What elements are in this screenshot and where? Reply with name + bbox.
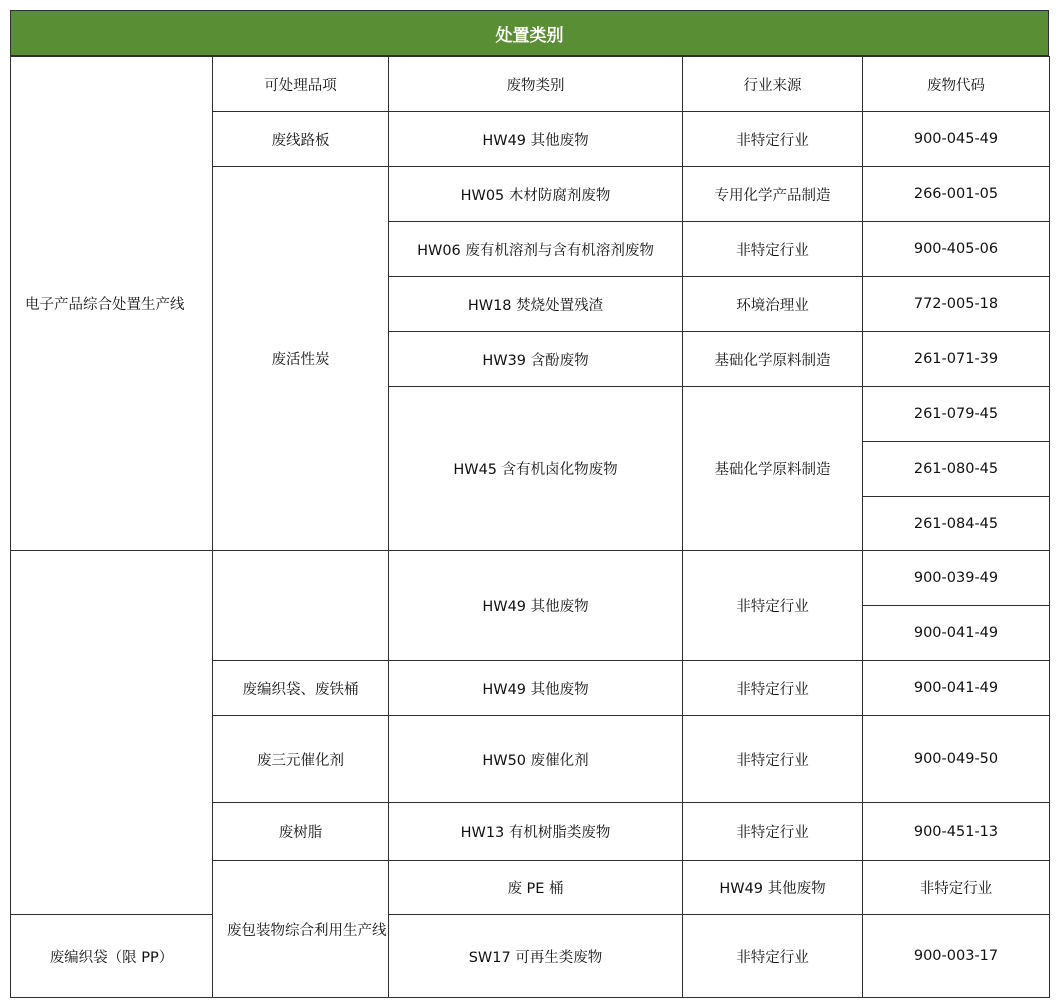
- source-cell: 基础化学原料制造: [683, 387, 863, 551]
- category-cell: HW18 焚烧处置残渣: [389, 277, 683, 332]
- source-cell: 非特定行业: [683, 915, 863, 998]
- table-title: 处置类别: [10, 10, 1049, 56]
- code-cell: 900-041-49: [863, 606, 1050, 661]
- item-cell: 废编织袋（限 PP）: [11, 915, 213, 998]
- item-cell: 废线路板: [213, 112, 389, 167]
- item-cell: 废活性炭: [213, 167, 389, 551]
- category-cell: HW49 其他废物: [683, 861, 863, 915]
- source-cell: 基础化学原料制造: [683, 332, 863, 387]
- code-cell: 261-071-39: [863, 332, 1050, 387]
- code-cell: 900-405-06: [863, 222, 1050, 277]
- source-cell: 非特定行业: [683, 803, 863, 861]
- code-cell: 261-080-45: [863, 442, 1050, 497]
- item-cell: 废树脂: [213, 803, 389, 861]
- source-cell: 非特定行业: [683, 716, 863, 803]
- production-line-cell: 电子产品综合处置生产线: [11, 57, 213, 551]
- source-cell: 非特定行业: [683, 222, 863, 277]
- source-cell: 专用化学产品制造: [683, 167, 863, 222]
- category-cell: HW06 废有机溶剂与含有机溶剂废物: [389, 222, 683, 277]
- code-cell: 266-001-05: [863, 167, 1050, 222]
- table-row: [11, 551, 1050, 606]
- category-cell: SW17 可再生类废物: [389, 915, 683, 998]
- code-cell: 772-005-18: [863, 277, 1050, 332]
- column-header-code: 废物代码: [863, 57, 1050, 112]
- category-cell: HW13 有机树脂类废物: [389, 803, 683, 861]
- code-cell: 900-049-50: [863, 716, 1050, 803]
- source-cell: 环境治理业: [683, 277, 863, 332]
- source-cell: 非特定行业: [863, 861, 1050, 915]
- category-cell: HW05 木材防腐剂废物: [389, 167, 683, 222]
- code-cell: 261-084-45: [863, 497, 1050, 551]
- code-cell: 900-451-13: [863, 803, 1050, 861]
- source-cell: 非特定行业: [683, 661, 863, 716]
- disposal-table: [10, 56, 1050, 998]
- production-line-cell: [11, 551, 213, 915]
- code-cell: 261-079-45: [863, 387, 1050, 442]
- code-cell: 900-041-49: [863, 661, 1050, 716]
- code-cell: 900-039-49: [863, 551, 1050, 606]
- category-cell: HW39 含酚废物: [389, 332, 683, 387]
- category-cell: HW49 其他废物: [389, 112, 683, 167]
- source-cell: 非特定行业: [683, 551, 863, 661]
- column-header-category: 废物类别: [389, 57, 683, 112]
- category-cell: HW49 其他废物: [389, 661, 683, 716]
- production-line-cell: 废包装物综合利用生产线: [213, 861, 389, 998]
- category-cell: HW45 含有机卤化物废物: [389, 387, 683, 551]
- code-cell: 900-045-49: [863, 112, 1050, 167]
- category-cell: HW50 废催化剂: [389, 716, 683, 803]
- column-header-source: 行业来源: [683, 57, 863, 112]
- source-cell: 非特定行业: [683, 112, 863, 167]
- code-cell: 900-003-17: [863, 915, 1050, 998]
- item-cell: 废 PE 桶: [389, 861, 683, 915]
- column-header-item: 可处理品项: [213, 57, 389, 112]
- category-cell: HW49 其他废物: [389, 551, 683, 661]
- item-cell: [213, 551, 389, 661]
- table-row: [11, 915, 1050, 998]
- table-row: [11, 57, 1050, 112]
- disposal-table-container: [10, 10, 1049, 998]
- item-cell: 废编织袋、废铁桶: [213, 661, 389, 716]
- item-cell: 废三元催化剂: [213, 716, 389, 803]
